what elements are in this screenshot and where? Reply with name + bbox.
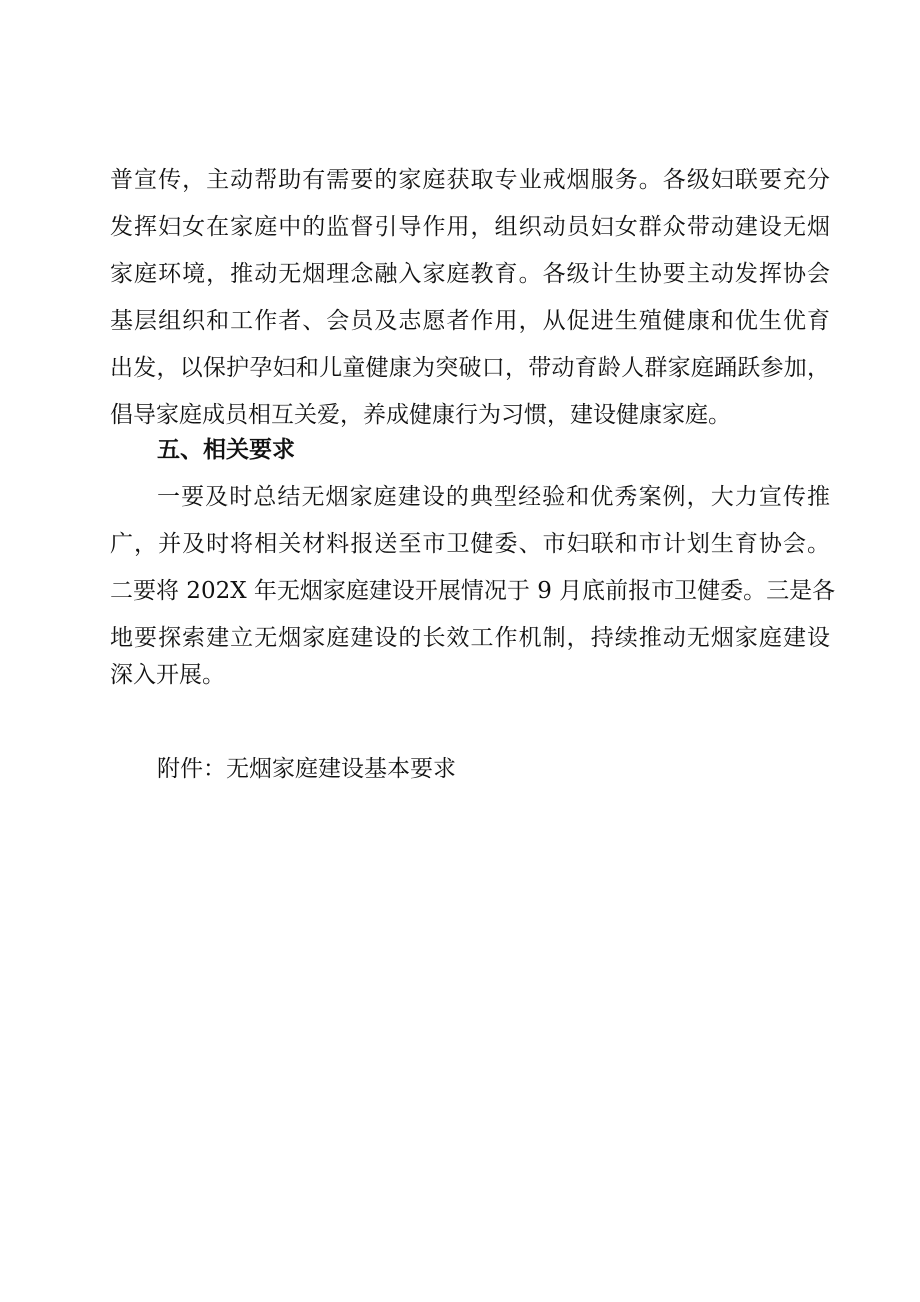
paragraph-line: 深入开展。	[110, 662, 225, 688]
paragraph-line: 家庭环境，推动无烟理念融入家庭教育。各级计生协要主动发挥协会	[110, 261, 830, 287]
paragraph-line: 广，并及时将相关材料报送至市卫健委、市妇联和市计划生育协会。	[110, 531, 830, 557]
paragraph-line: 出发，以保护孕妇和儿童健康为突破口，带动育龄人群家庭踊跃参加，	[110, 355, 830, 381]
paragraph-line: 普宣传，主动帮助有需要的家庭获取专业戒烟服务。各级妇联要充分	[110, 167, 830, 193]
paragraph-line: 二要将 202X 年无烟家庭建设开展情况于 9 月底前报市卫健委。三是各	[110, 578, 836, 604]
paragraph-line: 基层组织和工作者、会员及志愿者作用，从促进生殖健康和优生优育	[110, 308, 830, 334]
paragraph-line: 地要探索建立无烟家庭建设的长效工作机制，持续推动无烟家庭建设	[110, 625, 830, 651]
paragraph-line: 一要及时总结无烟家庭建设的典型经验和优秀案例，大力宣传推	[157, 484, 830, 510]
paragraph-line: 发挥妇女在家庭中的监督引导作用，组织动员妇女群众带动建设无烟	[110, 214, 830, 240]
section-heading: 五、相关要求	[157, 437, 295, 463]
attachment-note: 附件：无烟家庭建设基本要求	[157, 756, 456, 782]
paragraph-line: 倡导家庭成员相互关爱，养成健康行为习惯，建设健康家庭。	[110, 402, 731, 428]
